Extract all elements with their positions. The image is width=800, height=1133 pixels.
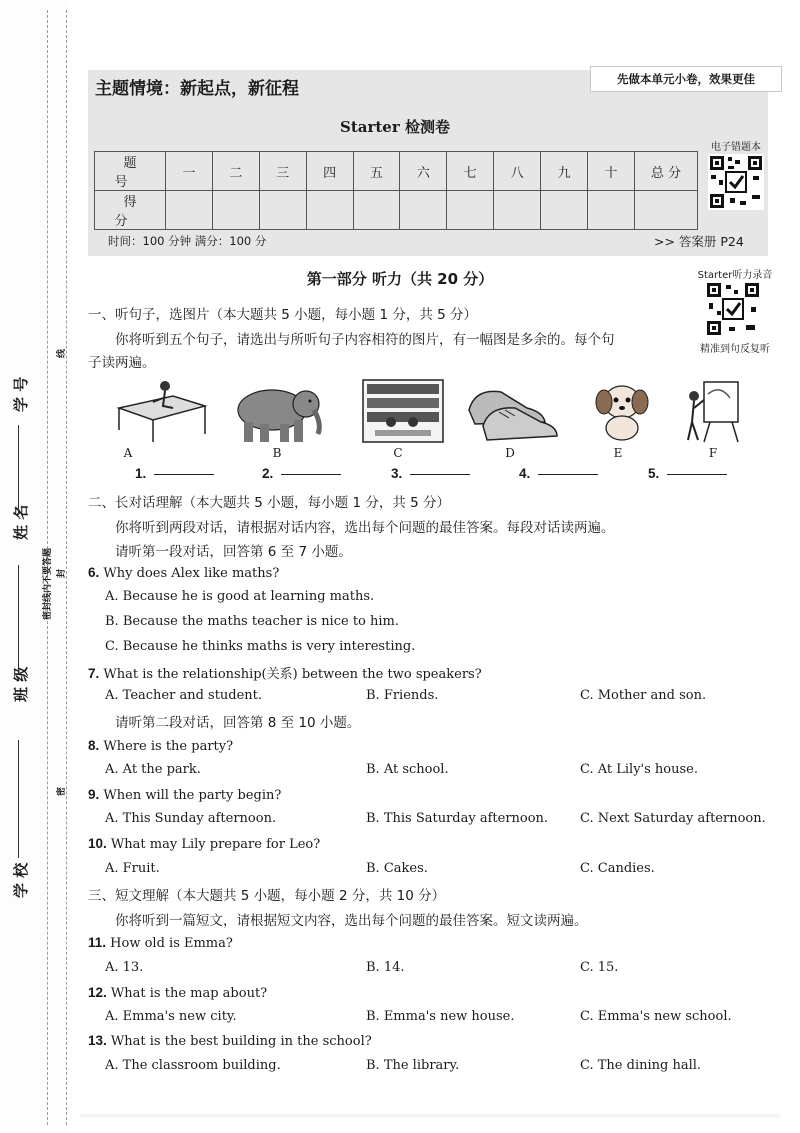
score-cell[interactable] (541, 191, 588, 230)
answer-blank-3[interactable]: 3. (391, 466, 470, 481)
answer-blank-1[interactable]: 1. (135, 466, 214, 481)
score-cell[interactable] (494, 191, 541, 230)
theme-title: 主题情境：新起点，新征程 (95, 79, 299, 99)
q13-option-a[interactable]: A. The classroom building. (105, 1058, 281, 1073)
question-7: 7. What is the relationship(关系) between the two speakers? (88, 666, 482, 682)
section1-heading: 一、听句子，选图片（本大题共 5 小题，每小题 1 分，共 5 分） (88, 307, 478, 323)
seal-char-line: 线 (57, 348, 67, 358)
row-label-question: 题 号 (95, 152, 166, 191)
question-13: 13. What is the best building in the school? (88, 1033, 372, 1049)
q8-option-a[interactable]: A. At the park. (105, 762, 201, 777)
hint-tab: 先做本单元小卷，效果更佳 (590, 66, 782, 92)
picture-b-elephant-icon (230, 378, 326, 444)
q10-option-b[interactable]: B. Cakes. (366, 861, 428, 876)
section1-instruction-line1: 你将听到五个句子，请选出与所听句子内容相符的图片，有一幅图是多余的。每个句 (115, 332, 615, 348)
q10-option-a[interactable]: A. Fruit. (105, 861, 160, 876)
class-blank (18, 565, 19, 675)
q8-option-b[interactable]: B. At school. (366, 762, 449, 777)
col-8: 八 (494, 152, 541, 191)
number-label: 学 号 (12, 376, 30, 412)
page-bottom-edge (80, 1114, 780, 1120)
question-8: 8. Where is the party? (88, 738, 234, 754)
picture-a-desk-icon (113, 378, 209, 444)
section1-instruction-line2: 子读两遍。 (88, 355, 156, 371)
q11-option-c[interactable]: C. 15. (580, 960, 619, 975)
seal-notice: 密封线内不要答题 (43, 547, 53, 620)
score-table (94, 151, 698, 230)
binding-margin (0, 0, 66, 1133)
col-4: 四 (306, 152, 353, 191)
q12-option-a[interactable]: A. Emma's new city. (105, 1009, 237, 1024)
row-label-score: 得 分 (95, 191, 166, 230)
class-label: 班 级 (12, 666, 30, 702)
score-cell-total[interactable] (635, 191, 698, 230)
col-2: 二 (212, 152, 259, 191)
score-input-row (95, 191, 698, 230)
part1-title: 第一部分 听力（共 20 分） (306, 270, 494, 288)
question-6: 6. Why does Alex like maths? (88, 565, 280, 581)
section2-heading: 二、长对话理解（本大题共 5 小题，每小题 1 分，共 5 分） (88, 495, 451, 511)
q11-option-a[interactable]: A. 13. (105, 960, 144, 975)
seal-char-seal: 封 (57, 568, 67, 578)
answer-blank-2[interactable]: 2. (262, 466, 341, 481)
answer-ref: >> 答案册 P24 (654, 234, 744, 249)
qr-label-audio: Starter听力录音 (697, 270, 773, 281)
col-5: 五 (353, 152, 400, 191)
q6-option-a[interactable]: A. Because he is good at learning maths. (105, 589, 375, 604)
seal-line-inner (66, 10, 67, 1125)
question-12: 12. What is the map about? (88, 985, 268, 1001)
time-info: 时间：100 分钟 满分：100 分 (108, 234, 267, 248)
col-3: 三 (259, 152, 306, 191)
col-total: 总 分 (635, 152, 698, 191)
picture-label-f: F (708, 446, 718, 460)
school-blank (18, 740, 19, 858)
score-cell[interactable] (166, 191, 213, 230)
answer-blank-5[interactable]: 5. (648, 466, 727, 481)
school-label: 学 校 (12, 862, 30, 898)
q7-option-c[interactable]: C. Mother and son. (580, 688, 707, 703)
qr-label-error-book: 电子错题本 (711, 142, 761, 153)
name-blank (18, 425, 19, 515)
score-cell[interactable] (259, 191, 306, 230)
score-cell[interactable] (306, 191, 353, 230)
q7-option-a[interactable]: A. Teacher and student. (105, 688, 263, 703)
q9-option-b[interactable]: B. This Saturday afternoon. (366, 811, 549, 826)
picture-label-b: B (272, 446, 282, 460)
question-9: 9. When will the party begin? (88, 787, 282, 803)
test-title: Starter 检测卷 (340, 118, 450, 136)
q12-option-b[interactable]: B. Emma's new house. (366, 1009, 515, 1024)
q6-option-c[interactable]: C. Because he thinks maths is very interesting. (105, 639, 416, 654)
picture-e-dog-icon (574, 378, 670, 444)
question-11: 11. How old is Emma? (88, 935, 233, 951)
picture-label-d: D (505, 446, 515, 460)
col-7: 七 (447, 152, 494, 191)
picture-label-a: A (123, 446, 133, 460)
score-header-row (95, 152, 698, 191)
qr-code-icon[interactable] (708, 154, 764, 210)
section2-sub2: 请听第二段对话，回答第 8 至 10 小题。 (115, 715, 361, 731)
q9-option-a[interactable]: A. This Sunday afternoon. (105, 811, 277, 826)
section2-instruction: 你将听到两段对话，请根据对话内容，选出每个问题的最佳答案。每段对话读两遍。 (115, 520, 615, 536)
q8-option-c[interactable]: C. At Lily's house. (580, 762, 699, 777)
question-10: 10. What may Lily prepare for Leo? (88, 836, 321, 852)
picture-f-painting-icon (664, 378, 760, 444)
qr-caption: 精准到句反复听 (700, 344, 770, 355)
q11-option-b[interactable]: B. 14. (366, 960, 405, 975)
section2-sub1: 请听第一段对话，回答第 6 至 7 小题。 (115, 544, 352, 560)
name-label: 姓 名 (12, 504, 30, 540)
seal-char-secret: 密 (57, 786, 67, 796)
score-cell[interactable] (212, 191, 259, 230)
score-cell[interactable] (400, 191, 447, 230)
section3-heading: 三、短文理解（本大题共 5 小题，每小题 2 分，共 10 分） (88, 888, 446, 904)
col-1: 一 (166, 152, 213, 191)
col-9: 九 (541, 152, 588, 191)
picture-c-library-icon (355, 378, 451, 444)
col-10: 十 (588, 152, 635, 191)
answer-blank-4[interactable]: 4. (519, 466, 598, 481)
q10-option-c[interactable]: C. Candies. (580, 861, 655, 876)
q13-option-c[interactable]: C. The dining hall. (580, 1058, 702, 1073)
audio-qr-code-icon[interactable] (705, 281, 761, 337)
score-cell[interactable] (353, 191, 400, 230)
picture-label-c: C (393, 446, 403, 460)
q13-option-b[interactable]: B. The library. (366, 1058, 460, 1073)
picture-label-e: E (613, 446, 623, 460)
score-cell[interactable] (588, 191, 635, 230)
q6-option-b[interactable]: B. Because the maths teacher is nice to him. (105, 614, 399, 629)
picture-d-shoes-icon (465, 378, 561, 444)
q12-option-c[interactable]: C. Emma's new school. (580, 1009, 732, 1024)
q9-option-c[interactable]: C. Next Saturday afternoon. (580, 811, 766, 826)
col-6: 六 (400, 152, 447, 191)
section3-instruction: 你将听到一篇短文，请根据短文内容，选出每个问题的最佳答案。短文读两遍。 (115, 913, 588, 929)
score-cell[interactable] (447, 191, 494, 230)
q7-option-b[interactable]: B. Friends. (366, 688, 439, 703)
